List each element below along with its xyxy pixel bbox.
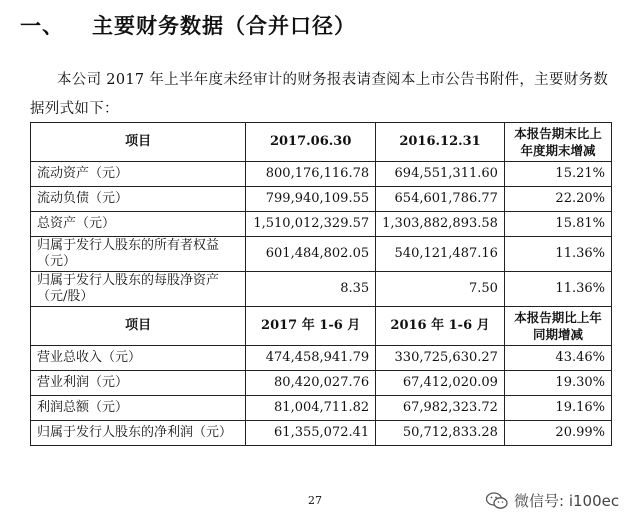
row-label: 利润总额（元） <box>31 396 246 421</box>
row-label: 营业利润（元） <box>31 371 246 396</box>
table-header-row <box>31 123 612 162</box>
table-cell: 11.36% <box>504 272 611 307</box>
table-cell: 330,725,630.27 <box>376 346 505 371</box>
table-cell: 22.20% <box>504 187 611 212</box>
table-cell: 19.30% <box>504 371 611 396</box>
table-cell: 20.99% <box>504 421 611 446</box>
table-cell: 800,176,116.78 <box>246 162 376 187</box>
row-label: 归属于发行人股东的所有者权益（元） <box>31 237 246 272</box>
row-label: 流动负债（元） <box>31 187 246 212</box>
table-row <box>31 346 612 371</box>
table-header-cell: 2017.06.30 <box>246 123 376 162</box>
table-cell: 799,940,109.55 <box>246 187 376 212</box>
watermark-text: 微信号: i100ec <box>514 492 620 510</box>
financial-table <box>30 122 612 446</box>
table-row <box>31 162 612 187</box>
table-row <box>31 421 612 446</box>
table-cell: 694,551,311.60 <box>376 162 505 187</box>
table-cell: 601,484,802.05 <box>246 237 376 272</box>
table-cell: 81,004,711.82 <box>246 396 376 421</box>
row-label: 总资产（元） <box>31 212 246 237</box>
table-cell: 7.50 <box>376 272 505 307</box>
section-heading <box>20 10 356 40</box>
page-number: 27 <box>308 494 322 507</box>
table-cell: 67,412,020.09 <box>376 371 505 396</box>
row-label: 归属于发行人股东的每股净资产（元/股） <box>31 272 246 307</box>
row-label: 归属于发行人股东的净利润（元） <box>31 421 246 446</box>
watermark <box>486 490 619 511</box>
table-header-cell: 项目 <box>31 307 246 346</box>
table-header-cell: 2016 年 1-6 月 <box>376 307 505 346</box>
table-header-cell: 项目 <box>31 123 246 162</box>
intro-paragraph: 本公司 2017 年上半年度未经审计的财务报表请查阅本上市公告书附件，主要财务数据列式如下： <box>30 72 609 117</box>
table-cell: 50,712,833.28 <box>376 421 505 446</box>
table-cell: 11.36% <box>504 237 611 272</box>
table-cell: 80,420,027.76 <box>246 371 376 396</box>
table-header-row <box>31 307 612 346</box>
table-cell: 19.16% <box>504 396 611 421</box>
table-cell: 15.21% <box>504 162 611 187</box>
table-header-cell: 本报告期比上年同期增减 <box>504 307 611 346</box>
table-row <box>31 272 612 307</box>
table-cell: 474,458,941.79 <box>246 346 376 371</box>
table-cell: 61,355,072.41 <box>246 421 376 446</box>
table-row <box>31 212 612 237</box>
table-row <box>31 371 612 396</box>
table-cell: 67,982,323.72 <box>376 396 505 421</box>
table-cell: 43.46% <box>504 346 611 371</box>
table-row <box>31 187 612 212</box>
wechat-icon <box>486 492 508 510</box>
row-label: 营业总收入（元） <box>31 346 246 371</box>
table-header-cell: 2016.12.31 <box>376 123 505 162</box>
section-title: 主要财务数据（合并口径） <box>92 14 356 38</box>
table-cell: 15.81% <box>504 212 611 237</box>
table-cell: 8.35 <box>246 272 376 307</box>
table-cell: 654,601,786.77 <box>376 187 505 212</box>
table-cell: 1,510,012,329.57 <box>246 212 376 237</box>
table-cell: 1,303,882,893.58 <box>376 212 505 237</box>
table-row <box>31 237 612 272</box>
table-cell: 540,121,487.16 <box>376 237 505 272</box>
table-row <box>31 396 612 421</box>
section-number: 一、 <box>20 14 64 38</box>
table-header-cell: 本报告期末比上年度期末增减 <box>504 123 611 162</box>
table-header-cell: 2017 年 1-6 月 <box>246 307 376 346</box>
row-label: 流动资产（元） <box>31 162 246 187</box>
